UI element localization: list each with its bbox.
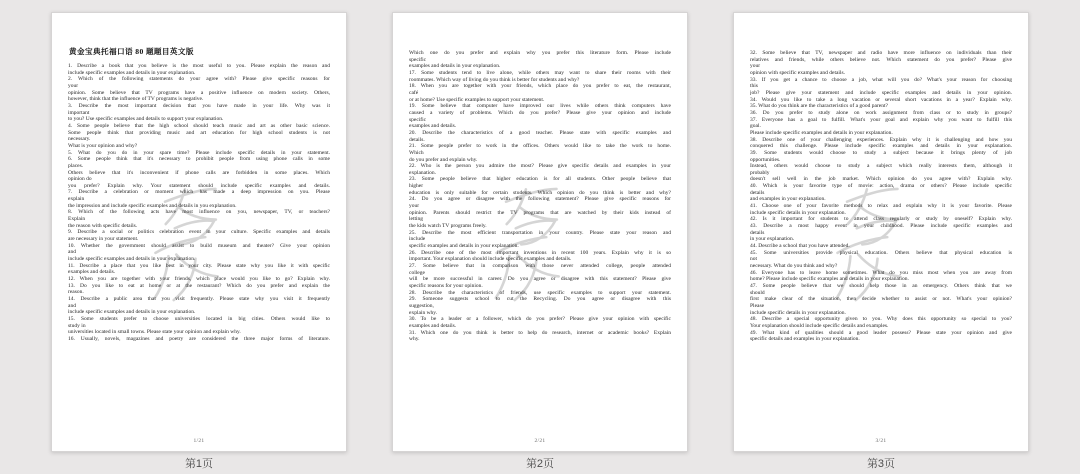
question-line: 13. Do you like to eat at home or at the restaurant? Which do you prefer and explain the [68, 282, 330, 289]
question-line: and examples in your explanation. [750, 196, 826, 203]
page-body [409, 46, 671, 343]
question-line: include specific examples and details in your explanation. [68, 309, 196, 316]
question-line: specific reasons for your opinion. [409, 282, 483, 289]
question-line: opinion do [68, 176, 92, 183]
question-line: 20. Describe the characteristics of a good teacher. Please state with specific examples and [409, 129, 671, 136]
page-body [68, 63, 330, 343]
question-line: specific examples and details in your explanation. [409, 243, 519, 250]
question-line: 18. When you are together with your friends, which place do you prefer to eat, the restaurant, [409, 83, 671, 90]
question-line: details [750, 189, 765, 196]
question-line: education is only suitable for certain students. Which opinion do you think is better and why? [409, 189, 671, 196]
question-line: your [750, 63, 761, 70]
page-label-3[interactable]: 第3页 [866, 458, 896, 470]
question-line: include specific examples and details in your explanation. [68, 69, 196, 76]
question-line: 17. Some students tend to live alone, while others may want to share their rooms with their [409, 69, 671, 76]
question-line: café [409, 89, 419, 96]
document-page-3 [733, 12, 1029, 452]
question-line: 47. Some people believe that we should help those in an emergency. Others think that we [750, 282, 1012, 289]
question-line: 33. If you get a chance to choose a job, what will you do? What's your reason for choosing [750, 76, 1012, 83]
question-line: Others believe that it's inconvenient if phone calls are forbidden in some places. Which [68, 169, 330, 176]
question-line: doesn't sell well in the job market. Which opinion do you agree with? Explain why. [750, 176, 1012, 183]
question-line: Please [750, 302, 765, 309]
question-line: home? Please include specific examples and details in your explanation. [750, 276, 909, 283]
question-line: 35. What do you think are the characteristics of a good parent? [750, 103, 888, 110]
question-line: 39. Some students would choose to study a subject because it brings plenty of job [750, 149, 1012, 156]
question-line: specific details and examples in your explanation. [750, 336, 860, 343]
question-line: your [68, 82, 79, 89]
question-line: examples and details in your explanation. [409, 63, 501, 70]
question-line: Which [409, 149, 424, 156]
question-line: 4. Some people believe that the high school should teach music and art as other basic science. [68, 122, 330, 129]
question-line: details. [409, 136, 425, 143]
question-line: and [68, 249, 76, 256]
document-page-1 [51, 12, 347, 452]
question-line: letting [409, 216, 424, 223]
question-line: this [750, 83, 758, 90]
question-line: the impression and include specific examples and details in you explanation. [68, 202, 237, 209]
question-line: include specific details in your explanation. [750, 309, 846, 316]
question-line: however, think that the influence of TV programs is negative. [68, 96, 204, 103]
question-line: caused a variety of problems. Which do you prefer? Please give your opinion and include [409, 109, 671, 116]
question-line: 7. Describe a celebration or moment which has made a deep impression on you. Please [68, 189, 330, 196]
question-line: 38. Describe one of your challenging experiences. Explain why it is challenging and how you [750, 136, 1012, 143]
question-line: 5. What do you do in your spare time? Please include specific details in your statement. [68, 149, 330, 156]
question-line: or at home? Use specific examples to support your statement. [409, 96, 545, 103]
page-label-2[interactable]: 第2页 [525, 458, 555, 470]
question-line: conquered this challenge. Please include specific examples and details in your explanation. [750, 143, 1012, 150]
question-line: the kids watch TV programs freely. [409, 223, 487, 230]
question-line: explain why. [409, 309, 438, 316]
question-line: 31. Which one do you think is better to help do research, internet or academic books? Explain [409, 329, 671, 336]
question-line: your [409, 203, 420, 210]
question-line: suggestion, [409, 302, 434, 309]
document-page-2 [392, 12, 688, 452]
question-line: 24. Do you agree or disagree with the following statement? Please give specific reasons for [409, 196, 671, 203]
question-line: details [750, 229, 765, 236]
question-line: opinion. Parents should restrict the TV programs that are watched by their kids instead of [409, 209, 671, 216]
question-line: necessary. What do you think and why? [750, 263, 838, 269]
question-line: probably [750, 169, 770, 176]
question-line: 27. Some believe that in comparison with those never attended college, people attended [409, 263, 671, 269]
question-line: 1. Describe a book that you believe is the most useful to you. Please explain the reason and [68, 63, 330, 69]
question-line: 41. Choose one of your favorite methods to relax and explain why it is your favorite. Please [750, 203, 1012, 210]
question-line: 44. Describe a school that you have attended. [750, 243, 850, 250]
question-line: examples and details. [409, 322, 457, 329]
question-line: places. [68, 162, 84, 169]
question-line: 11. Describe a place that you like best in your city. Please state why you like it with specific [68, 262, 330, 269]
question-line: 30. To be a leader or a follower, which do you prefer? Please give your opinion with specific [409, 316, 671, 323]
question-line: opportunities. [750, 156, 781, 163]
question-line: specific [409, 116, 427, 123]
question-line: and [68, 302, 76, 309]
question-line: 2. Which of the following statements do your agree with? Please give specific reasons for [68, 76, 330, 83]
question-line: 8. Which of the following acts have most influence on you, newspaper, TV, or teachers? [68, 209, 330, 216]
question-line: job? Please give your statement and include specific examples and details in your opinion. [750, 89, 1012, 96]
page-title: 黄金宝典托福口语 80 题题目英文版 [69, 47, 194, 56]
question-line: 36. Do you prefer to study alone on work assignment from class or to study in groups? [750, 109, 1012, 116]
question-line: important. Your explanation should include specific examples and details. [409, 256, 572, 263]
question-line: 40. Which is your favorite type of movie: action, drama or others? Please include specific [750, 183, 1012, 190]
question-line: Your explanation should include specific details and examples. [750, 322, 889, 329]
question-line: do you prefer and explain why. [409, 156, 478, 163]
question-line: reason. [68, 289, 84, 296]
question-line: 22. Who is the person you admire the most? Please give specific details and examples in your [409, 163, 671, 170]
question-line: necessary. [68, 136, 91, 143]
question-line: 26. Describe one of the most important inventions in recent 100 years. Explain why it is so [409, 249, 671, 256]
question-line: in your explanation. [750, 236, 795, 243]
question-line: 29. Someone suggests school to cut the Recycling. Do you agree or disagree with this [409, 296, 671, 303]
question-line: higher [409, 183, 424, 190]
question-line: study in [68, 322, 86, 329]
question-line: opinion. Some believe that TV programs have a positive influence on modern society. Others, [68, 89, 330, 96]
question-line: What is your opinion and why? [68, 142, 138, 149]
question-line: the reason with specific details. [68, 222, 138, 229]
question-line: relatives and friends, while others believe not. Which statement do you prefer? Please give [750, 56, 1012, 63]
question-line: 32. Some believe that TV, newspaper and radio have more influence on individuals than their [750, 50, 1012, 56]
page-label-1[interactable]: 第1页 [184, 458, 214, 470]
question-line: 3. Describe the most important decision that you have made in your life. Why was it [68, 102, 330, 109]
pagination-bar [0, 455, 1080, 471]
question-line: college [409, 269, 425, 276]
question-line: 19. Some believe that computer have improved our lives while others think computers have [409, 103, 671, 110]
question-line: universities located in small towns. Please state your opinion and explain why. [68, 329, 241, 336]
question-line: Which one do you prefer and explain why you prefer this literature form. Please include [409, 50, 671, 56]
question-line: to you? Use specific examples and details to support your explanation. [68, 116, 224, 123]
question-line: 23. Some people believe that higher education is for all students. Other people believe that [409, 176, 671, 183]
question-line: 6. Some people think that it's necessary to prohibit people from using phone calls in some [68, 156, 330, 163]
question-line: include specific details in your explanation. [750, 209, 846, 216]
question-line: opinion with specific examples and details. [750, 69, 846, 76]
question-line: include [409, 236, 426, 243]
question-line: explain [68, 196, 85, 203]
question-line: Some people think that providing music and art education for high school students is not [68, 129, 330, 136]
page-number-indicator: 3/21 [875, 438, 887, 444]
question-line: why. [409, 336, 420, 343]
question-line: 42. Is it important for students to attend class regularly or study by oneself? Explain why. [750, 216, 1012, 223]
question-line: 21. Some people prefer to work in the offices. Others would like to take the work to home. [409, 143, 671, 150]
question-line: 43. Describe a most happy event in your childhood. Please include specific examples and [750, 223, 1012, 230]
pages-row [0, 12, 1080, 452]
page-number-indicator: 2/21 [534, 438, 546, 444]
question-line: 12. When you are together with your friends, which place would you like to go? Explain why. [68, 276, 330, 282]
question-line: examples and details. [68, 269, 116, 276]
question-line: you prefer? Explain why. Your statement should include specific examples and details. [68, 182, 330, 189]
question-line: 14. Describe a public area that you visit frequently. Please state why you visit it frequently [68, 295, 330, 302]
question-line: will be more successful in career. Do you agree or disagree with this statement? Please give [409, 276, 671, 283]
page-number-indicator: 1/21 [193, 438, 205, 444]
question-line: not [750, 256, 758, 263]
question-line: examples and details. [409, 123, 457, 130]
question-line: roommates. Which way of living do you think is better for students and why? [409, 76, 580, 83]
question-line: goal. [750, 123, 761, 130]
question-line: Explain [68, 216, 86, 223]
question-line: Instead, others would choose to study a subject which really interests them, although it [750, 163, 1012, 170]
question-line: 49. What kind of qualities should a good leader possess? Please state your opinion and give [750, 329, 1012, 336]
question-line: explanation. [409, 169, 437, 176]
question-line: 10. Whether the government should assist to build museum and theater? Give your opinion [68, 242, 330, 249]
question-line: 48. Describe a special opportunity given to you. Why does this opportunity so special to you? [750, 316, 1012, 323]
question-line: specific [409, 56, 427, 63]
question-line: 46. Everyone has to leave home sometimes. What do you miss most when you are away from [750, 269, 1012, 276]
question-line: important [68, 109, 90, 116]
question-line: 34. Would you like to take a long vacation or several short vacations in a year? Explain why. [750, 96, 1012, 103]
question-line: include specific examples and details in your explanation. [68, 256, 196, 263]
question-line: are necessary in your statement. [68, 236, 139, 243]
question-line: 16. Usually, novels, magazines and poetry are considered the three major forms of literature. [68, 335, 330, 342]
question-line: should [750, 289, 765, 296]
page-body [750, 46, 1012, 343]
question-line: first make clear of the situation, then decide whether to assist or not. What's your opinion? [750, 296, 1012, 303]
question-line: 45. Some universities provide physical education. Others believe that physical education is [750, 249, 1012, 256]
question-line: 15. Some students prefer to choose universities located in big cities. Others would like to [68, 315, 330, 322]
question-line: 25. Describe the most efficient transportation in your country. Please state your reason and [409, 229, 671, 236]
question-line: 28. Describe the characteristics of friends, use specific examples to support your statement. [409, 289, 671, 296]
question-line: 37. Everyone has a goal to fulfill. What's your goal and explain why you want to fulfill this [750, 116, 1012, 123]
question-line: 9. Describe a social or politics celebration event in your culture. Specific examples and details [68, 229, 330, 236]
question-line: Please include specific examples and details in your explanation. [750, 129, 893, 136]
